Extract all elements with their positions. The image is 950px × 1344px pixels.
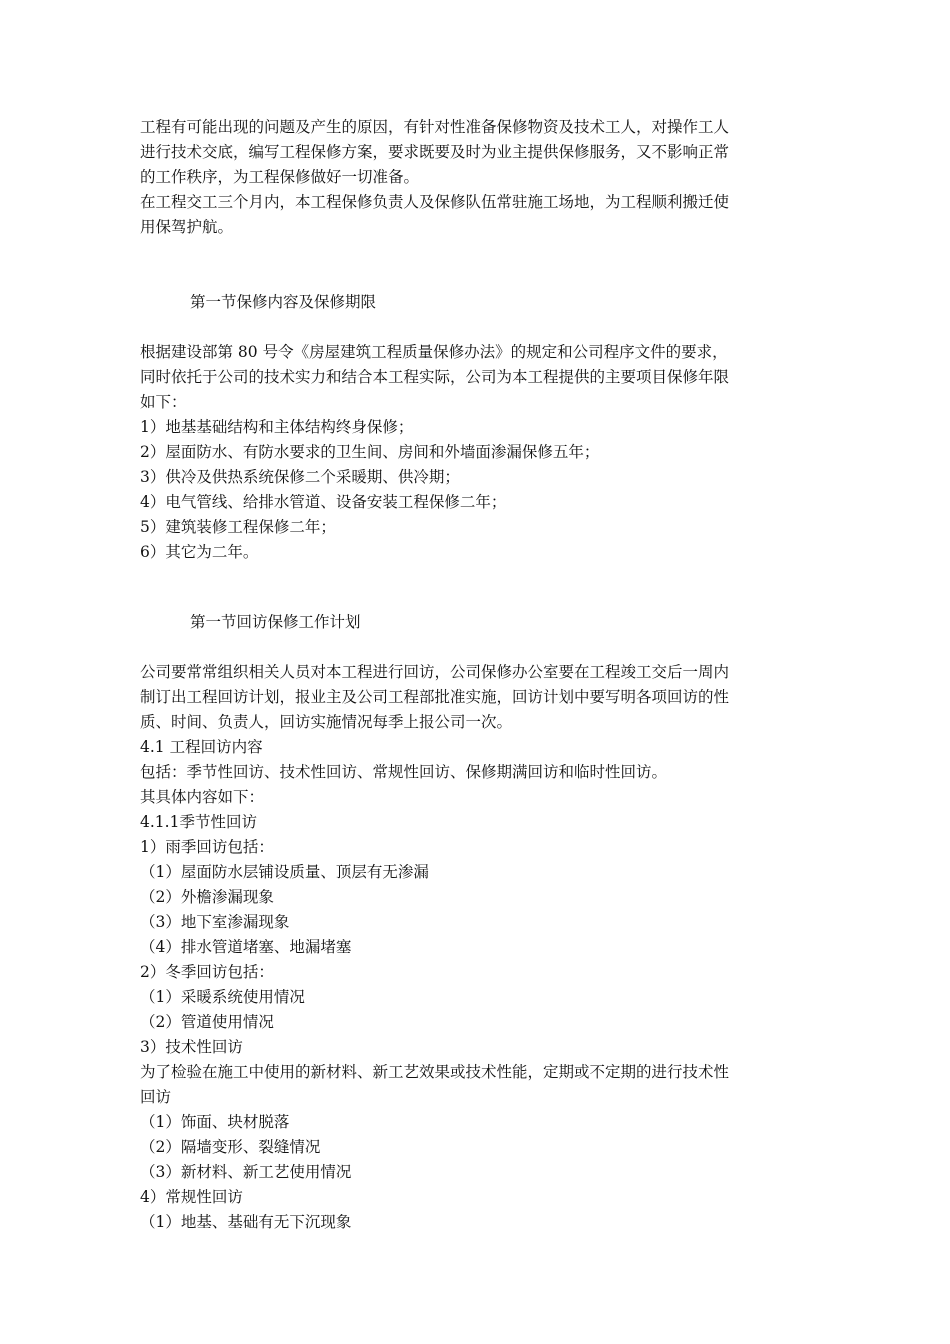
list-item: （1）地基、基础有无下沉现象 (140, 1213, 352, 1231)
text-line: 进行技术交底，编写工程保修方案，要求既要及时为业主提供保修服务，又不影响正常 (140, 143, 730, 161)
list-item: （2）管道使用情况 (140, 1013, 274, 1031)
section-title: 第一节回访保修工作计划 (190, 613, 361, 631)
intro-paragraph-2 (140, 190, 830, 240)
section-heading-2 (140, 610, 830, 635)
section-heading-1 (140, 290, 830, 315)
text-line: 其具体内容如下： (140, 788, 265, 806)
text-line: 回访 (140, 1088, 172, 1106)
list-item: 4）常规性回访 (140, 1188, 243, 1206)
list-item: 3）技术性回访 (140, 1038, 243, 1056)
text-line: 制订出工程回访计划，报业主及公司工程部批准实施，回访计划中要写明各项回访的性 (140, 688, 730, 706)
subsection-title: 4.1 工程回访内容 (140, 738, 263, 756)
text-line: 在工程交工三个月内，本工程保修负责人及保修队伍常驻施工场地，为工程顺利搬迁使 (140, 193, 730, 211)
text-line: 同时依托于公司的技术实力和结合本工程实际，公司为本工程提供的主要项目保修年限 (140, 368, 730, 386)
text-line: 根据建设部第 80 号令《房屋建筑工程质量保修办法》的规定和公司程序文件的要求， (140, 343, 728, 361)
section2-content (140, 735, 830, 1235)
section1-paragraph (140, 340, 830, 415)
intro-paragraph-1 (140, 115, 830, 190)
text-line: 包括：季节性回访、技术性回访、常规性回访、保修期满回访和临时性回访。 (140, 763, 668, 781)
document-body (140, 0, 830, 1235)
list-item: 4）电气管线、给排水管道、设备安装工程保修二年； (140, 493, 507, 511)
list-item: （1）饰面、块材脱落 (140, 1113, 290, 1131)
text-line: 的工作秩序，为工程保修做好一切准备。 (140, 168, 420, 186)
text-line: 用保驾护航。 (140, 218, 234, 236)
section2-paragraph (140, 660, 830, 735)
list-item: 1）雨季回访包括： (140, 838, 274, 856)
text-line: 工程有可能出现的问题及产生的原因，有针对性准备保修物资及技术工人，对操作工人 (140, 118, 730, 136)
section1-list (140, 415, 830, 565)
list-item: 1）地基基础结构和主体结构终身保修； (140, 418, 414, 436)
text-line: 公司要常常组织相关人员对本工程进行回访，公司保修办公室要在工程竣工交后一周内 (140, 663, 730, 681)
list-item: （3）地下室渗漏现象 (140, 913, 290, 931)
list-item: （2）隔墙变形、裂缝情况 (140, 1138, 321, 1156)
list-item: （1）屋面防水层铺设质量、顶层有无渗漏 (140, 863, 429, 881)
text-line: 质、时间、负责人，回访实施情况每季上报公司一次。 (140, 713, 513, 731)
section-title: 第一节保修内容及保修期限 (190, 293, 377, 311)
text-line: 如下： (140, 393, 187, 411)
list-item: （4）排水管道堵塞、地漏堵塞 (140, 938, 352, 956)
list-item: （2）外檐渗漏现象 (140, 888, 274, 906)
list-item: （1）采暖系统使用情况 (140, 988, 305, 1006)
text-line: 为了检验在施工中使用的新材料、新工艺效果或技术性能，定期或不定期的进行技术性 (140, 1063, 730, 1081)
list-item: 2）冬季回访包括： (140, 963, 274, 981)
list-item: 6）其它为二年。 (140, 543, 259, 561)
list-item: 3）供冷及供热系统保修二个采暖期、供冷期； (140, 468, 460, 486)
subsection-title: 4.1.1季节性回访 (140, 813, 257, 831)
list-item: 2）屋面防水、有防水要求的卫生间、房间和外墙面渗漏保修五年； (140, 443, 600, 461)
list-item: 5）建筑装修工程保修二年； (140, 518, 336, 536)
list-item: （3）新材料、新工艺使用情况 (140, 1163, 352, 1181)
